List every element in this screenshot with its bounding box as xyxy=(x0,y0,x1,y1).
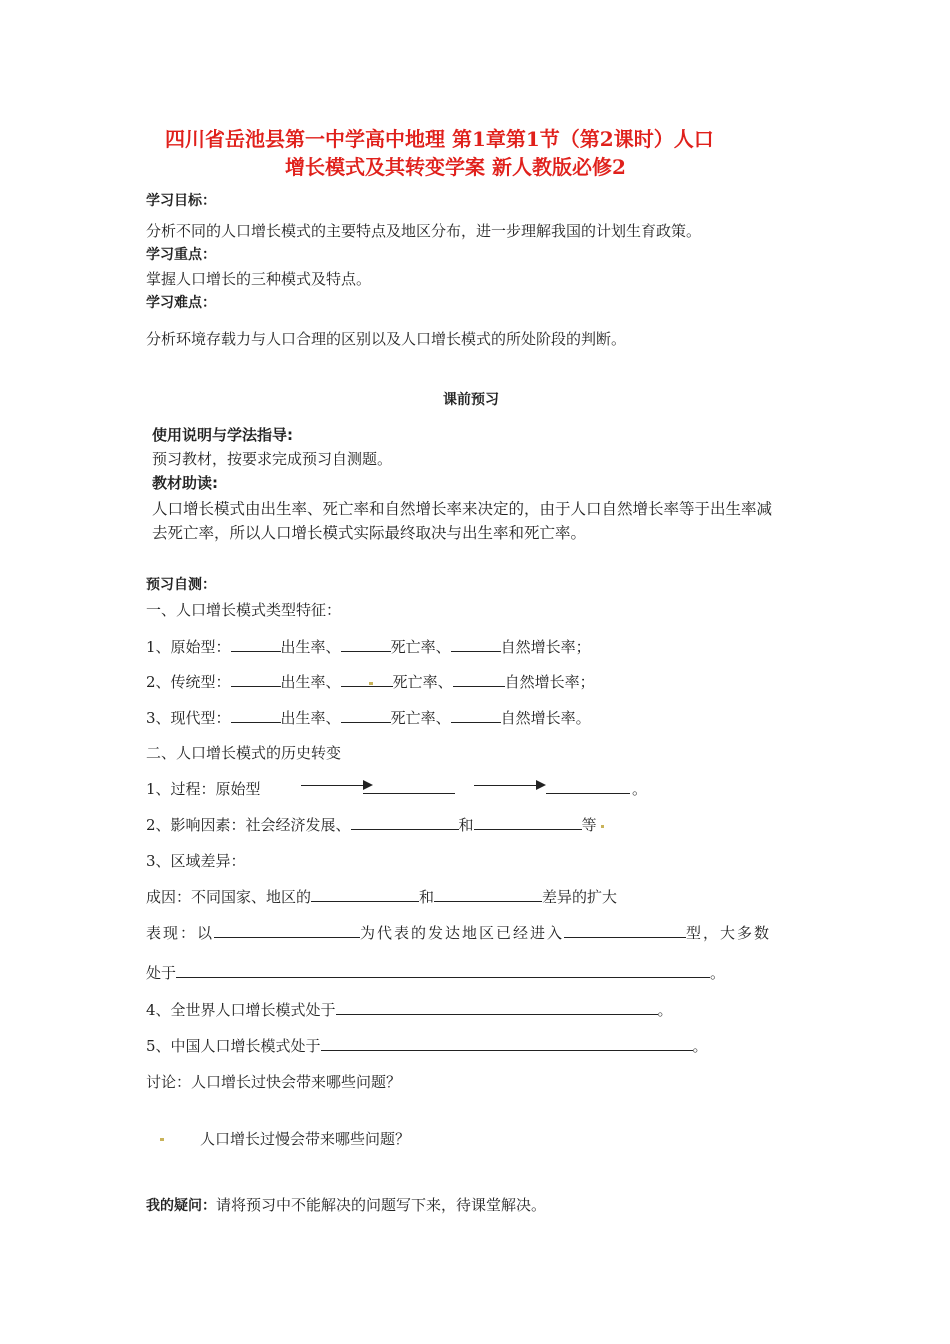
difficulty-label: 学习难点： xyxy=(146,295,216,311)
blank[interactable] xyxy=(546,793,630,794)
blank[interactable] xyxy=(564,922,686,938)
difficulty-text: 分析环境存载力与人口合理的区别以及人口增长模式的所处阶段的判断。 xyxy=(146,330,627,348)
process-label: 1、过程：原始型 xyxy=(146,780,261,798)
blank[interactable] xyxy=(231,671,281,687)
blank[interactable] xyxy=(453,671,505,687)
blank[interactable] xyxy=(231,707,281,723)
blank[interactable] xyxy=(363,793,455,794)
blank[interactable] xyxy=(176,962,710,978)
process-end: 。 xyxy=(632,780,648,798)
guide-label: 使用说明与学法指导: xyxy=(152,426,293,444)
blank[interactable] xyxy=(214,922,360,938)
objectives-label: 学习目标： xyxy=(146,193,216,209)
blank[interactable] xyxy=(321,1035,693,1051)
performance-row: 表现：以 为代表的发达地区已经进入 型，大多数 xyxy=(146,924,772,942)
blank[interactable] xyxy=(336,999,658,1015)
section2-heading: 二、人口增长模式的历史转变 xyxy=(146,744,342,762)
blank[interactable] xyxy=(311,886,419,902)
type-row-traditional: 2、传统型： 出生率、 死亡率、 自然增长率； xyxy=(146,673,595,691)
preview-heading: 课前预习 xyxy=(443,392,499,408)
guide-text: 预习教材，按要求完成预习自测题。 xyxy=(152,450,393,468)
document-title-line1: 四川省岳池县第一中学高中地理 第1章第1节（第2课时）人口 xyxy=(165,127,714,151)
type-row-primitive: 1、原始型： 出生率、 死亡率、 自然增长率； xyxy=(146,638,591,656)
textbook-label: 教材助读: xyxy=(152,474,218,492)
arrow-right-icon xyxy=(474,785,544,786)
objectives-text: 分析不同的人口增长模式的主要特点及地区分布，进一步理解我国的计划生育政策。 xyxy=(146,222,702,240)
blank[interactable] xyxy=(434,886,542,902)
china-row: 5、中国人口增长模式处于 。 xyxy=(146,1037,708,1055)
document-title-line2: 增长模式及其转变学案 新人教版必修2 xyxy=(285,155,626,179)
speck-mark xyxy=(369,682,373,685)
discussion-2: 人口增长过慢会带来哪些问题？ xyxy=(200,1130,411,1148)
situated-row: 处于 。 xyxy=(146,964,726,982)
type-row-modern: 3、现代型： 出生率、 死亡率、 自然增长率。 xyxy=(146,709,591,727)
textbook-line2: 去死亡率，所以人口增长模式实际最终取决与出生率和死亡率。 xyxy=(152,524,587,542)
self-test-label: 预习自测： xyxy=(146,577,216,593)
blank[interactable] xyxy=(341,671,393,687)
section1-heading: 一、人口增长模式类型特征： xyxy=(146,601,342,619)
regional-label: 3、区域差异： xyxy=(146,852,246,870)
textbook-line1: 人口增长模式由出生率、死亡率和自然增长率来决定的，由于人口自然增长率等于出生率减 xyxy=(152,500,773,518)
blank[interactable] xyxy=(351,814,459,830)
factors-row: 2、影响因素：社会经济发展、 和 等 xyxy=(146,816,597,834)
doubt-row: 我的疑问：请将预习中不能解决的问题写下来，待课堂解决。 xyxy=(146,1196,547,1214)
blank[interactable] xyxy=(451,707,501,723)
key-points-text: 掌握人口增长的三种模式及特点。 xyxy=(146,270,372,288)
blank[interactable] xyxy=(341,636,391,652)
discussion-1: 讨论：人口增长过快会带来哪些问题？ xyxy=(146,1073,402,1091)
key-points-label: 学习重点： xyxy=(146,247,216,263)
speck-mark xyxy=(160,1138,164,1141)
blank[interactable] xyxy=(341,707,391,723)
blank[interactable] xyxy=(474,814,582,830)
blank[interactable] xyxy=(451,636,501,652)
arrow-right-icon xyxy=(301,785,371,786)
blank[interactable] xyxy=(231,636,281,652)
cause-row: 成因：不同国家、地区的 和 差异的扩大 xyxy=(146,888,618,906)
speck-mark xyxy=(601,825,604,828)
world-row: 4、全世界人口增长模式处于 。 xyxy=(146,1001,673,1019)
